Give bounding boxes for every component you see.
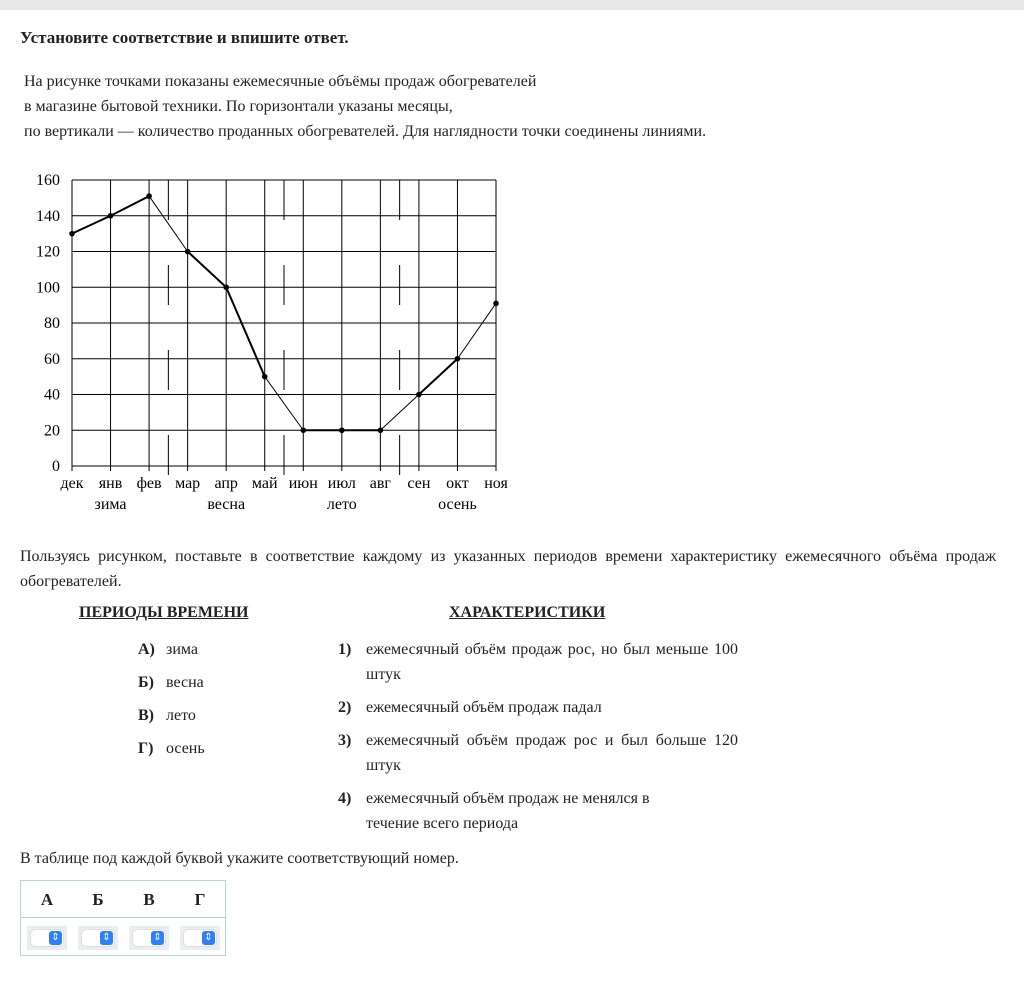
periods-header: ПЕРИОДЫ ВРЕМЕНИ <box>79 604 249 621</box>
answer-table <box>20 880 226 956</box>
y-tick-label: 140 <box>36 207 60 225</box>
intro-line: по вертикали — количество проданных обогревателей. Для наглядности точки соединены линиями. <box>24 123 707 140</box>
question-text: Пользуясь рисунком, поставьте в соответствие каждому из указанных периодов времени характеристику ежемесячного объёма продаж обогревателей. <box>20 548 996 590</box>
data-point <box>262 374 268 380</box>
data-point <box>339 427 345 433</box>
data-point <box>185 249 191 255</box>
intro-line: На рисунке точками показаны ежемесячные объёмы продаж обогревателей <box>24 73 537 90</box>
series-segment <box>111 196 150 216</box>
characteristics-header: ХАРАКТЕРИСТИКИ <box>449 604 606 621</box>
x-tick-label: авг <box>369 475 391 492</box>
series-segment <box>226 287 265 376</box>
y-tick-label: 60 <box>44 350 60 368</box>
answer-header-row <box>21 881 225 918</box>
data-point <box>146 193 152 199</box>
season-label: осень <box>438 496 477 513</box>
task-title: Установите соответствие и впишите ответ. <box>20 28 349 47</box>
x-tick-label: апр <box>214 475 238 492</box>
series-segment <box>72 216 111 234</box>
season-label: лето <box>326 496 357 513</box>
x-tick-label: мар <box>175 475 201 492</box>
series-segment <box>188 252 227 288</box>
x-tick-label: дек <box>60 475 84 492</box>
series-segment <box>380 395 419 431</box>
x-tick-label: май <box>251 475 278 492</box>
x-tick-label: ноя <box>484 475 508 492</box>
y-tick-label: 40 <box>44 386 60 404</box>
data-point <box>455 356 461 362</box>
data-point <box>223 284 229 290</box>
answer-letter: В <box>143 890 155 909</box>
y-tick-label: 80 <box>44 315 60 332</box>
season-label: весна <box>207 496 246 513</box>
y-tick-label: 20 <box>44 422 60 440</box>
answer-letter: Г <box>194 890 206 909</box>
answer-letter: Б <box>92 890 104 909</box>
answer-select-b[interactable] <box>78 926 118 950</box>
season-label: зима <box>94 496 127 513</box>
answer-select-v[interactable] <box>129 926 169 950</box>
series-segment <box>419 359 458 395</box>
x-tick-label: фев <box>136 475 162 492</box>
series-segment <box>457 303 496 358</box>
x-tick-label: июн <box>288 475 318 492</box>
instruction-text: В таблице под каждой буквой укажите соответствующий номер. <box>20 850 459 867</box>
x-tick-label: июл <box>327 475 356 492</box>
x-tick-label: янв <box>98 475 123 492</box>
x-tick-label: окт <box>446 475 469 492</box>
answer-letter: А <box>40 890 54 909</box>
intro-line: в магазине бытовой техники. По горизонтали указаны месяцы, <box>24 98 453 115</box>
x-tick-label: сен <box>407 475 431 492</box>
answer-select-a[interactable] <box>27 926 67 950</box>
data-point <box>416 392 422 398</box>
y-tick-label: 0 <box>52 458 60 475</box>
data-point <box>378 427 384 433</box>
y-tick-label: 120 <box>36 243 60 261</box>
data-point <box>300 427 306 433</box>
answer-select-g[interactable] <box>180 926 220 950</box>
y-tick-label: 160 <box>36 172 60 189</box>
data-point <box>108 213 114 219</box>
y-tick-label: 100 <box>36 279 60 297</box>
data-point <box>493 301 499 307</box>
data-point <box>69 231 75 237</box>
